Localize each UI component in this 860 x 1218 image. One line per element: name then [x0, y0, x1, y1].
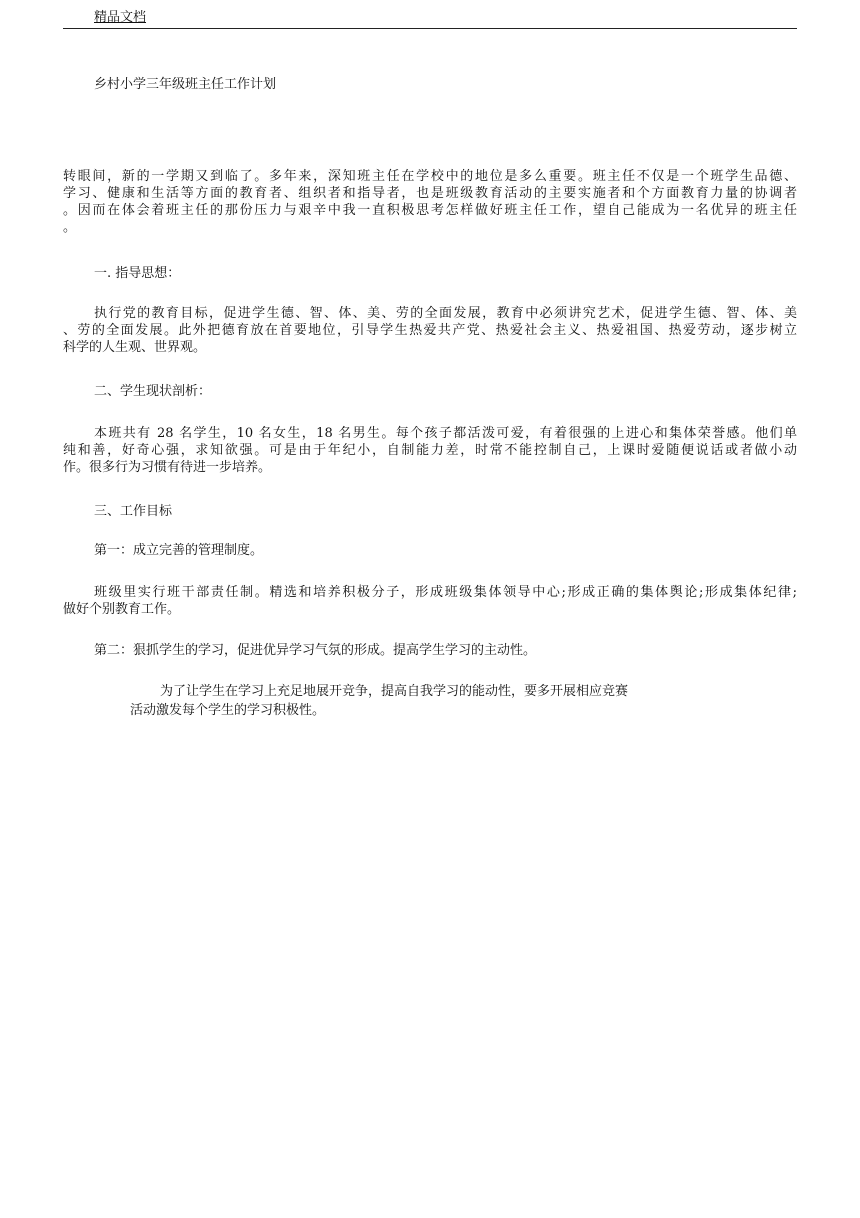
section2-line: 本班共有 28 名学生，10 名女生，18 名男生。每个孩子都活泼可爱，有着很强的上进心和集体荣誉感。他们单 — [94, 426, 797, 441]
section2-line: 作。很多行为习惯有待进一步培养。 — [63, 460, 272, 475]
intro-line: 。 — [63, 220, 77, 235]
section1-heading: 一. 指导思想： — [94, 266, 181, 281]
intro-line: 转眼间，新的一学期又到临了。多年来，深知班主任在学校中的地位是多么重要。班主任不仅是一个班学生品德、 — [63, 169, 797, 184]
section2-line: 纯和善，好奇心强，求知欲强。可是由于年纪小，自制能力差，时常不能控制自己，上课时爱随便说话或者做小动 — [63, 443, 797, 458]
goal2-heading: 第二：狠抓学生的学习，促进优异学习气氛的形成。提高学生学习的主动性。 — [94, 643, 537, 658]
section3-heading: 三、工作目标 — [94, 504, 173, 519]
goal2-line: 活动激发每个学生的学习积极性。 — [130, 703, 326, 718]
goal1-line: 班级里实行班干部责任制。精选和培养积极分子，形成班级集体领导中心;形成正确的集体舆论;形成集体纪律; — [94, 585, 797, 600]
intro-line: 学习、健康和生活等方面的教育者、组织者和指导者，也是班级教育活动的主要实施者和个方面教育力量的协调者 — [63, 186, 797, 201]
page-header — [63, 8, 797, 29]
intro-line: 。因而在体会着班主任的那份压力与艰辛中我一直积极思考怎样做好班主任工作，望自己能成为一名优异的班主任 — [63, 203, 797, 218]
section1-paragraph — [63, 305, 797, 356]
section1-line: 科学的人生观、世界观。 — [63, 340, 207, 355]
document-title: 乡村小学三年级班主任工作计划 — [94, 77, 277, 92]
section2-heading: 二、学生现状剖析： — [94, 384, 212, 399]
section1-line: 、劳的全面发展。此外把德育放在首要地位，引导学生热爱共产党、热爱社会主义、热爱祖国、热爱劳动，逐步树立 — [63, 323, 797, 338]
section2-paragraph — [63, 425, 797, 476]
goal1-line: 做好个别教育工作。 — [63, 602, 181, 617]
section1-line: 执行党的教育目标，促进学生德、智、体、美、劳的全面发展，教育中必须讲究艺术，促进学生德、智、体、美 — [94, 306, 797, 321]
intro-paragraph — [63, 168, 797, 236]
goal2-line: 为了让学生在学习上充足地展开竞争，提高自我学习的能动性，要多开展相应竞赛 — [160, 684, 629, 699]
goal1-paragraph — [63, 584, 797, 618]
header-label: 精品文档 — [94, 10, 147, 25]
goal1-heading: 第一：成立完善的管理制度。 — [94, 543, 264, 558]
